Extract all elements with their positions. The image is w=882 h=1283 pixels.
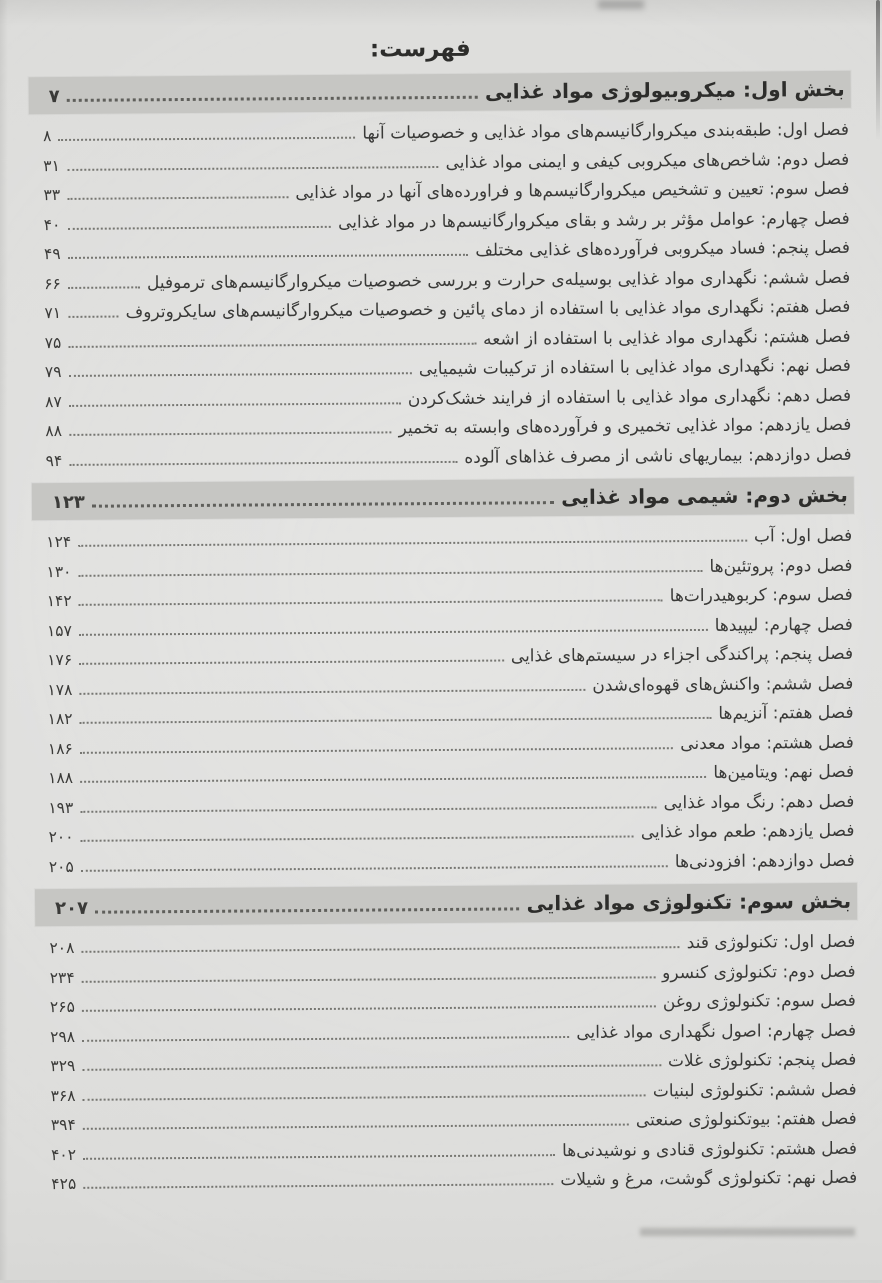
chapter-row	[35, 846, 855, 882]
dot-leader	[67, 96, 478, 102]
chapter-page-number: ۳۳	[43, 185, 61, 205]
chapter-title: فصل چهارم: اصول نگهداری مواد غذایی	[576, 1020, 857, 1043]
chapter-page-number: ۳۲۹	[50, 1056, 76, 1076]
chapter-title: فصل پنجم: تکنولوژی غلات	[667, 1049, 857, 1072]
chapter-title: فصل یازدهم: طعم مواد غذایی	[640, 820, 855, 843]
chapter-title: فصل ششم: واکنش‌های قهوه‌ای‌شدن	[592, 673, 854, 696]
chapter-page-number: ۴۰۲	[50, 1145, 77, 1164]
chapter-page-number: ۱۴۲	[46, 591, 72, 611]
toc-sections	[29, 71, 858, 1200]
chapter-page-number: ۱۵۷	[46, 621, 72, 640]
chapter-title: فصل چهارم: لیپیدها	[714, 614, 853, 636]
chapter-title: فصل پنجم: فساد میکروبی فرآورده‌های غذایی مختلف	[475, 237, 851, 261]
chapter-page-number: ۲۳۴	[49, 968, 75, 987]
dot-leader	[67, 196, 288, 200]
dot-leader	[82, 976, 656, 983]
dot-leader	[80, 806, 656, 813]
chapter-title: فصل دوم: پروتئین‌ها	[709, 555, 853, 577]
chapter-list	[32, 522, 855, 882]
chapter-page-number: ۱۷۶	[47, 650, 73, 670]
chapter-title: فصل سوم: تکنولوژی روغن	[662, 990, 856, 1013]
dot-leader	[78, 540, 747, 547]
dot-leader	[69, 431, 392, 436]
chapter-title: فصل ششم: تکنولوژی لبنیات	[652, 1079, 857, 1101]
dot-leader	[83, 1094, 646, 1100]
chapter-page-number: ۸۷	[45, 392, 62, 411]
chapter-page-number: ۹۴	[45, 451, 63, 470]
chapter-row	[37, 1164, 857, 1200]
chapter-title: فصل نهم: ویتامین‌ها	[713, 761, 855, 783]
chapter-title: فصل دوم: تکنولوژی کنسرو	[662, 961, 856, 983]
chapter-page-number: ۳۱	[43, 156, 60, 175]
section-title: بخش سوم: تکنولوژی مواد غذایی	[526, 888, 852, 916]
chapter-title: فصل سوم: تعیین و تشخیص میکروارگانیسم‌ها و فراورده‌های آنها در مواد غذایی	[295, 178, 850, 204]
chapter-page-number: ۱۳۰	[46, 562, 72, 581]
dot-leader	[82, 1036, 569, 1042]
chapter-page-number: ۱۸۲	[47, 709, 73, 729]
dot-leader	[82, 1064, 661, 1071]
chapter-title: فصل یازدهم: مواد غذایی تخمیری و فرآورده‌های وابسته به تخمیر	[398, 414, 852, 439]
chapter-page-number: ۴۰	[43, 215, 61, 234]
toc-section	[29, 71, 852, 476]
chapter-list	[35, 928, 857, 1200]
chapter-list	[29, 116, 852, 476]
dot-leader	[80, 747, 673, 754]
dot-leader	[69, 372, 412, 377]
chapter-title: فصل دوازدهم: افزودنی‌ها	[674, 850, 855, 872]
chapter-title: فصل هشتم: تکنولوژی قنادی و نوشیدنی‌ها	[561, 1138, 858, 1161]
chapter-title: فصل هفتم: نگهداری مواد غذایی با استفاده از دمای پائین و خصوصیات میکروارگانیسم‌های سایکروتروف	[125, 296, 851, 323]
dot-leader	[68, 316, 119, 318]
chapter-page-number: ۴۹	[43, 244, 61, 264]
chapter-page-number: ۷۹	[44, 362, 62, 382]
chapter-title: فصل چهارم: عوامل مؤثر بر رشد و بقای میکروارگانیسم‌ها در مواد غذایی	[338, 208, 850, 233]
section-title: بخش اول: میکروبیولوژی مواد غذایی	[484, 76, 845, 104]
chapter-page-number: ۱۸۶	[47, 739, 73, 758]
chapter-page-number: ۳۶۸	[50, 1086, 76, 1105]
chapter-page-number: ۲۰۸	[49, 938, 75, 958]
chapter-title: فصل اول: طبقه‌بندی میکروارگانیسم‌های مواد غذایی و خصوصیات آنها	[362, 119, 850, 144]
chapter-title: فصل هفتم: بیوتکنولوژی صنعتی	[635, 1108, 857, 1131]
chapter-title: فصل دوازدهم: بیماریهای ناشی از مصرف غذاهای آلوده	[464, 444, 852, 468]
section-header-row	[35, 883, 857, 926]
dot-leader	[83, 1183, 553, 1189]
dot-leader	[81, 865, 668, 872]
dot-leader	[81, 835, 634, 841]
chapter-page-number: ۷۵	[44, 333, 62, 352]
dot-leader	[80, 717, 712, 724]
dot-leader	[81, 946, 679, 953]
dot-leader	[68, 254, 469, 259]
dot-leader	[67, 166, 439, 171]
page-title: فهرست:	[369, 35, 471, 63]
chapter-row	[31, 440, 851, 476]
dot-leader	[69, 460, 457, 465]
chapter-page-number: ۲۰۵	[48, 857, 74, 876]
dot-leader	[79, 628, 708, 635]
chapter-title: فصل نهم: نگهداری مواد غذایی با استفاده از ترکیبات شیمیایی	[418, 355, 851, 380]
section-title: بخش دوم: شیمی مواد غذایی	[561, 482, 848, 510]
section-page-number: ۱۲۳	[51, 491, 85, 514]
chapter-title: فصل دوم: شاخص‌های میکروبی کیفی و ایمنی مواد غذایی	[445, 149, 850, 173]
chapter-page-number: ۲۰۰	[48, 827, 74, 847]
chapter-title: فصل اول: تکنولوژی قند	[686, 931, 856, 954]
chapter-page-number: ۳۹۴	[50, 1115, 76, 1135]
chapter-page-number: ۴۲۵	[51, 1174, 77, 1194]
dot-leader	[92, 501, 554, 508]
dot-leader	[79, 688, 585, 694]
dot-leader	[83, 1124, 629, 1130]
chapter-title: فصل هشتم: مواد معدنی	[680, 732, 854, 754]
chapter-title: فصل اول: آب	[753, 525, 853, 547]
dot-leader	[82, 1005, 656, 1012]
chapter-title: فصل پنجم: پراکندگی اجزاء در سیستم‌های غذایی	[510, 643, 854, 667]
toc-section	[32, 477, 855, 882]
chapter-page-number: ۲۹۸	[50, 1027, 76, 1046]
toc-section	[35, 883, 857, 1200]
dot-leader	[79, 599, 663, 606]
chapter-title: فصل هفتم: آنزیم‌ها	[718, 702, 854, 724]
section-header-row	[29, 71, 851, 114]
chapter-page-number: ۱۷۸	[47, 680, 73, 699]
chapter-page-number: ۲۶۵	[49, 997, 75, 1017]
chapter-title: فصل نهم: تکنولوژی گوشت، مرغ و شیلات	[560, 1167, 858, 1191]
dot-leader	[80, 776, 706, 783]
chapter-page-number: ۷۱	[44, 303, 62, 323]
dot-leader	[78, 569, 702, 576]
section-page-number: ۲۰۷	[55, 897, 89, 920]
chapter-title: فصل دهم: رنگ مواد غذایی	[663, 791, 855, 813]
dot-leader	[58, 137, 355, 141]
dot-leader	[68, 342, 476, 347]
chapter-page-number: ۱۹۳	[48, 798, 74, 817]
chapter-title: فصل سوم: کربوهیدرات‌ها	[669, 584, 853, 607]
chapter-page-number: ۶۶	[44, 274, 61, 293]
section-header-row	[32, 477, 854, 520]
section-page-number: ۷	[48, 85, 60, 108]
dot-leader	[79, 660, 504, 665]
chapter-page-number: ۸	[42, 127, 52, 146]
chapter-page-number: ۸۸	[45, 421, 63, 441]
dot-leader	[69, 402, 401, 407]
dot-leader	[68, 286, 140, 289]
chapter-title: فصل هشتم: نگهداری مواد غذایی با استفاده از اشعه	[483, 326, 851, 350]
dot-leader	[95, 907, 520, 913]
chapter-page-number: ۱۲۴	[46, 532, 72, 552]
chapter-page-number: ۱۸۸	[48, 768, 74, 788]
chapter-title: فصل ششم: نگهداری مواد غذایی بوسیله‌ی حرارت و بررسی خصوصیات میکروارگانیسم‌های ترموفیل	[146, 267, 851, 293]
chapter-title: فصل دهم: نگهداری مواد غذایی با استفاده از فرایند خشک‌کردن	[407, 385, 852, 409]
dot-leader	[67, 225, 331, 229]
dot-leader	[83, 1154, 555, 1160]
